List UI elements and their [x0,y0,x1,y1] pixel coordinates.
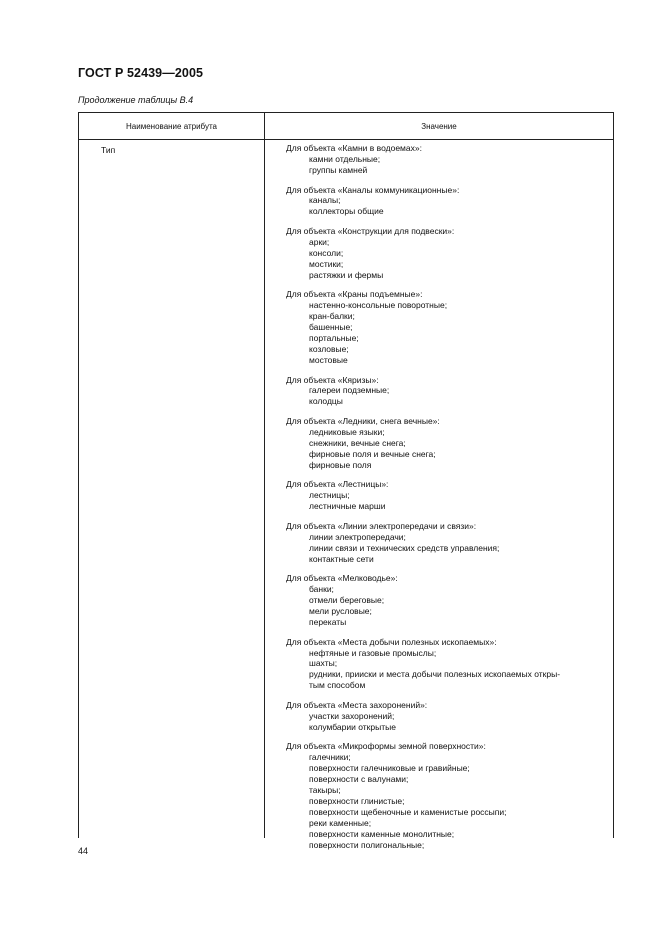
value-item: отмели береговые; [309,595,385,606]
table-header [79,113,613,140]
page-number: 44 [78,846,89,856]
value-group-title: Для объекта «Краны подъемные»: [286,289,423,300]
value-group-title: Для объекта «Каналы коммуникационные»: [286,184,460,195]
value-item: реки каменные; [309,817,372,828]
value-group-title: Для объекта «Места захоронений»: [286,699,428,710]
value-item: такыры; [309,785,341,796]
value-group-title: Для объекта «Места добычи полезных ископаемых»: [286,636,497,647]
value-item: лестничные марши [309,501,386,512]
value-item: кран-балки; [309,311,355,322]
value-item: банки; [309,584,334,595]
value-group-title: Для объекта «Камни в водоемах»: [286,143,422,153]
value-item: галереи подземные; [309,385,390,396]
value-group-title: Для объекта «Конструкции для подвески»: [286,226,455,237]
value-item: портальные; [309,332,359,343]
value-item: мостики; [309,258,344,269]
value-group [286,185,607,218]
value-group-title: Для объекта «Мелководье»: [286,573,398,584]
value-item: козловые; [309,343,349,354]
value-item: консоли; [309,247,344,258]
value-item: настенно-консольные поворотные; [309,300,448,311]
value-group [286,289,607,365]
value-group [286,573,607,628]
value-item: поверхности галечниковые и гравийные; [309,763,470,774]
table-caption: Продолжение таблицы В.4 [78,95,194,105]
value-group [286,375,607,408]
value-item: коллекторы общие [309,206,384,217]
value-group [286,700,607,733]
value-item: колодцы [309,396,343,407]
value-group [286,521,607,565]
value-group [286,741,607,850]
value-item: линии связи и технических средств управления; [309,542,500,553]
value-item: колумбарии открытые [309,721,396,732]
value-item: галечники; [309,752,351,763]
value-group-title: Для объекта «Кяризы»: [286,374,379,385]
value-item: ледниковые языки; [309,426,385,437]
value-item: поверхности полигональные; [309,839,425,850]
value-group [286,143,607,176]
value-item: лестницы; [309,490,350,501]
value-item: камни отдельные; [309,153,381,164]
value-item: группы камней [309,164,368,175]
value-item: мели русловые; [309,606,372,616]
column-divider [264,113,265,838]
value-item: каналы; [309,195,341,206]
value-item: поверхности глинистые; [309,795,405,806]
value-item: рудники, прииски и места добычи полезных ископаемых откры- [309,669,561,680]
value-item: контактные сети [309,553,374,564]
value-item: нефтяные и газовые промыслы; [309,647,437,658]
value-item: снежники, вечные снега; [309,437,406,448]
value-item: арки; [309,236,330,247]
value-item: шахты; [309,658,338,669]
value-item: поверхности щебеночные и каменистые россыпи; [309,806,507,817]
attribute-name: Тип [101,145,116,155]
column-header-attribute: Наименование атрибута [126,122,217,131]
value-group-title: Для объекта «Лестницы»: [286,479,389,490]
value-group [286,479,607,512]
attribute-table [78,112,614,850]
value-item: тым способом [309,680,366,691]
column-header-value: Значение [421,122,457,131]
document-header: ГОСТ Р 52439—2005 [78,66,204,80]
value-item: линии электропередачи; [309,531,406,542]
value-item: поверхности с валунами; [309,774,409,785]
value-group-title: Для объекта «Ледники, снега вечные»: [286,416,440,427]
value-item: поверхности каменные монолитные; [309,828,455,839]
value-group-title: Для объекта «Линии электропередачи и связи»: [286,520,477,531]
value-group [286,416,607,471]
value-item: участки захоронений; [309,710,395,721]
value-group [286,637,607,692]
value-item: растяжки и фермы [309,269,384,280]
value-group [286,226,607,281]
value-item: башенные; [309,322,353,333]
value-item: мостовые [309,354,348,365]
value-item: фирновые поля и вечные снега; [309,448,436,459]
value-group-title: Для объекта «Микроформы земной поверхности»: [286,741,486,752]
value-item: перекаты [309,616,347,627]
value-item: фирновые поля [309,459,372,470]
value-list [286,143,607,859]
